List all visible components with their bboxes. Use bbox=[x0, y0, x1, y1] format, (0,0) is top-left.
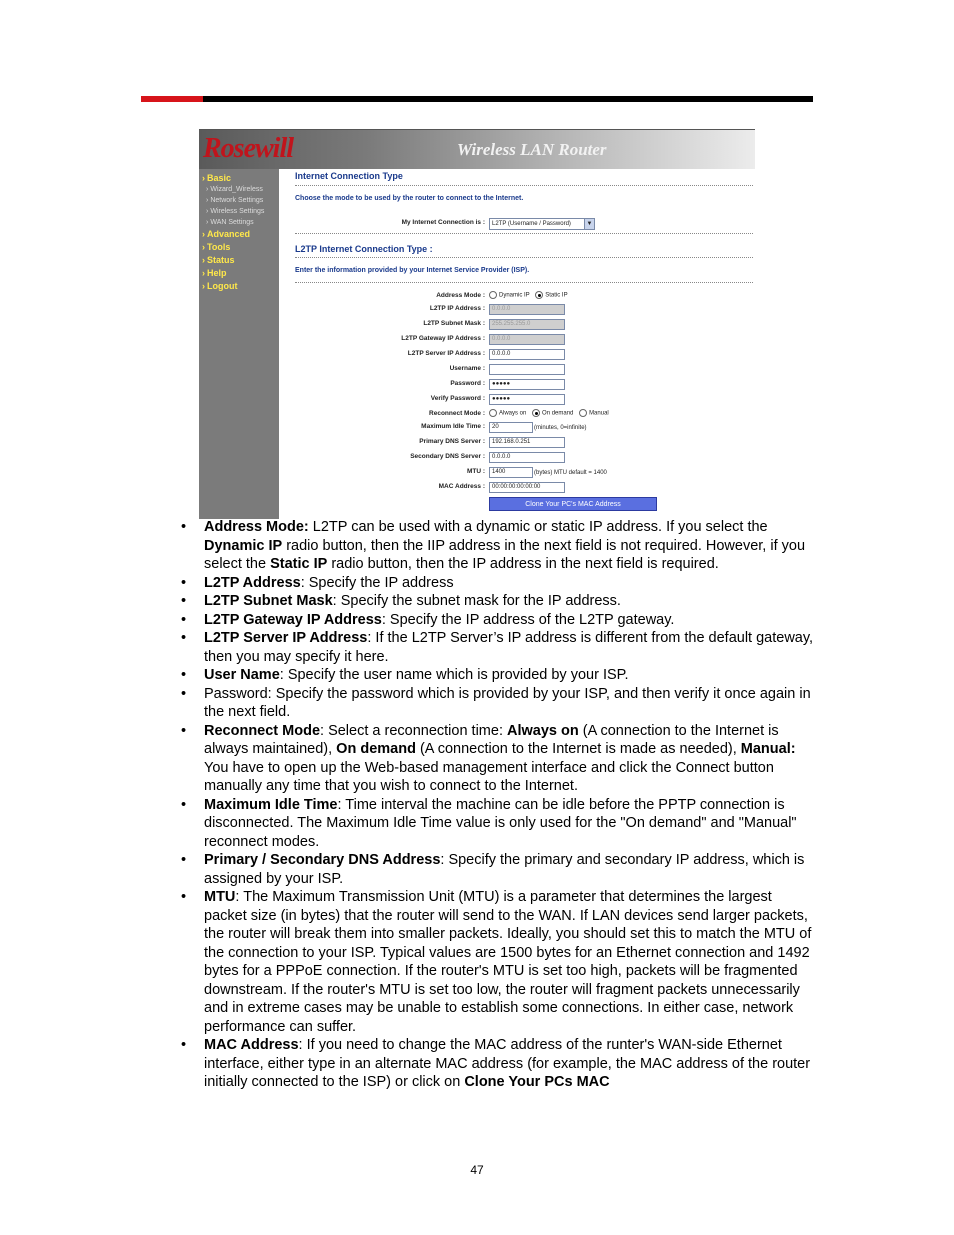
secondary-dns-label: Secondary DNS Server : bbox=[410, 453, 485, 460]
mac-address-label: MAC Address : bbox=[438, 483, 485, 490]
reconnect-mode-label: Reconnect Mode : bbox=[429, 410, 485, 417]
manual-label: Manual bbox=[589, 410, 609, 417]
bullet-term: Primary / Secondary DNS Address bbox=[204, 852, 441, 868]
idle-time-label: Maximum Idle Time : bbox=[421, 423, 485, 430]
bullet-text: : Time interval the machine can be idle before the PPTP connection is disconnected. The Maximum Idle Time value is only used for the "On demand" and "Manual" reconnect modes. bbox=[204, 796, 797, 850]
divider bbox=[295, 233, 753, 234]
router-banner bbox=[199, 130, 755, 169]
dynamic-ip-label: Dynamic IP bbox=[499, 292, 530, 299]
connection-type-value: L2TP (Username / Password) bbox=[492, 221, 571, 227]
l2tp-server-label: L2TP Server IP Address : bbox=[407, 350, 485, 357]
l2tp-gateway-label: L2TP Gateway IP Address : bbox=[401, 335, 485, 342]
sidebar-item-advanced[interactable]: › Advanced bbox=[202, 229, 250, 239]
bullet-text: L2TP can be used with a dynamic or static IP address. If you select the bbox=[308, 519, 768, 535]
header-rule-accent bbox=[141, 96, 203, 102]
dynamic-ip-radio[interactable] bbox=[489, 291, 497, 299]
l2tp-desc: Enter the information provided by your Internet Service Provider (ISP). bbox=[295, 267, 530, 274]
sidebar-item-wan-settings[interactable]: › WAN Settings bbox=[206, 219, 254, 226]
bullet-term: Dynamic IP bbox=[204, 537, 283, 554]
mtu-label: MTU : bbox=[466, 468, 485, 475]
secondary-dns-input[interactable]: 0.0.0.0 bbox=[489, 452, 565, 463]
bullet-text: : Specify the IP address bbox=[300, 574, 454, 591]
list-item bbox=[181, 722, 817, 796]
product-title: Wireless LAN Router bbox=[457, 140, 607, 159]
bullet-term: User Name bbox=[204, 667, 280, 683]
sidebar-item-wizard-wireless[interactable]: › Wizard_Wireless bbox=[206, 186, 263, 193]
bullet-term: On demand bbox=[336, 741, 416, 757]
password-input[interactable]: ●●●●● bbox=[489, 379, 565, 390]
address-mode-label: Address Mode : bbox=[436, 292, 485, 299]
list-item bbox=[181, 1036, 817, 1092]
form-content bbox=[279, 169, 755, 519]
verify-password-label: Verify Password : bbox=[430, 395, 485, 402]
list-item bbox=[181, 629, 817, 666]
sidebar-item-network-settings[interactable]: › Network Settings bbox=[206, 197, 263, 204]
sidebar-item-logout[interactable]: › Logout bbox=[202, 281, 238, 291]
bullet-text: : If the L2TP Server’s IP address is different from the default gateway, then you may specify it here. bbox=[204, 630, 814, 665]
manual-radio[interactable] bbox=[579, 409, 587, 417]
primary-dns-label: Primary DNS Server : bbox=[419, 438, 485, 445]
bullet-term: Static IP bbox=[270, 556, 328, 572]
page-number: 47 bbox=[470, 1163, 484, 1177]
l2tp-title: L2TP Internet Connection Type : bbox=[295, 244, 433, 254]
mac-address-input[interactable]: 00:00:00:00:00:00 bbox=[489, 482, 565, 493]
bullet-text: (A connection to the Internet is made as needed), bbox=[415, 741, 741, 757]
sidebar-item-wireless-settings[interactable]: › Wireless Settings bbox=[206, 208, 264, 215]
always-on-label: Always on bbox=[499, 410, 527, 417]
bullet-term: Manual: bbox=[740, 741, 796, 757]
l2tp-ip-input[interactable]: 0.0.0.0 bbox=[489, 304, 565, 315]
sidebar bbox=[199, 169, 279, 519]
list-item bbox=[181, 796, 817, 852]
on-demand-label: On demand bbox=[542, 410, 574, 417]
list-item bbox=[181, 888, 817, 1036]
bullet-text: Password: Specify the password which is provided by your ISP, and then verify it once again in the next field. bbox=[204, 685, 811, 720]
bullet-text: You have to open up the Web-based management interface and click the Connect button manually any time that you wish to connect to the Internet. bbox=[204, 759, 774, 794]
list-item bbox=[181, 666, 817, 685]
bullet-term: MTU bbox=[204, 889, 236, 905]
static-ip-radio[interactable] bbox=[535, 291, 543, 299]
bullet-text: : Specify the IP address of the L2TP gateway. bbox=[381, 611, 675, 628]
static-ip-label: Static IP bbox=[545, 292, 568, 299]
list-item bbox=[181, 611, 817, 630]
primary-dns-input[interactable]: 192.168.0.251 bbox=[489, 437, 565, 448]
always-on-radio[interactable] bbox=[489, 409, 497, 417]
l2tp-gateway-input[interactable]: 0.0.0.0 bbox=[489, 334, 565, 345]
bullet-term: L2TP Subnet Mask bbox=[204, 593, 333, 609]
idle-time-input[interactable]: 20 bbox=[489, 422, 533, 433]
conn-type-desc: Choose the mode to be used by the router to connect to the Internet. bbox=[295, 195, 524, 202]
bullet-text: : Select a reconnection time: bbox=[320, 722, 508, 739]
bullet-term: MAC Address bbox=[204, 1037, 299, 1053]
sidebar-item-help[interactable]: › Help bbox=[202, 268, 227, 278]
bullet-term: Reconnect Mode bbox=[204, 722, 321, 739]
sidebar-item-status[interactable]: › Status bbox=[202, 255, 235, 265]
list-item bbox=[181, 574, 817, 593]
l2tp-mask-label: L2TP Subnet Mask : bbox=[423, 320, 485, 327]
on-demand-radio[interactable] bbox=[532, 409, 540, 417]
bullet-text: : Specify the user name which is provided by your ISP. bbox=[279, 667, 629, 683]
mtu-input[interactable]: 1400 bbox=[489, 467, 533, 478]
divider bbox=[295, 185, 753, 186]
bullet-text: : If you need to change the MAC address of the runter's WAN-side Ethernet interface, either type in an alternate MAC address (for example, the MAC address of the router initially connected to the ISP) or click on bbox=[204, 1037, 811, 1090]
password-label: Password : bbox=[450, 380, 485, 387]
list-item bbox=[181, 592, 817, 611]
bullet-term: Clone Your PCs MAC bbox=[464, 1074, 610, 1090]
reconnect-mode-radios bbox=[485, 409, 609, 417]
bullet-text: radio button, then the IP address in the next field is required. bbox=[327, 556, 719, 572]
username-input[interactable] bbox=[489, 364, 565, 375]
bullet-term: Address Mode: bbox=[204, 519, 309, 535]
verify-password-input[interactable]: ●●●●● bbox=[489, 394, 565, 405]
list-item bbox=[181, 851, 817, 888]
router-screenshot bbox=[199, 129, 755, 519]
conn-label: My Internet Connection is : bbox=[401, 219, 485, 226]
bullet-list bbox=[181, 518, 817, 1092]
bullet-text: (A connection to the Internet is always maintained), bbox=[204, 722, 779, 757]
list-item bbox=[181, 685, 817, 722]
l2tp-ip-label: L2TP IP Address : bbox=[429, 305, 485, 312]
username-label: Username : bbox=[449, 365, 485, 372]
bullet-term: L2TP Address bbox=[204, 574, 301, 591]
bullet-text: : Specify the primary and secondary IP address, which is assigned by your ISP. bbox=[204, 852, 805, 887]
list-item bbox=[181, 518, 817, 574]
bullet-term: L2TP Server IP Address bbox=[204, 630, 368, 646]
header-rule bbox=[141, 96, 813, 102]
idle-time-note: (minutes, 0=infinite) bbox=[534, 425, 587, 431]
bullet-term: Maximum Idle Time bbox=[204, 796, 338, 813]
rosewill-logo: Rosewill bbox=[203, 133, 294, 164]
bullet-term: L2TP Gateway IP Address bbox=[204, 611, 382, 628]
conn-type-title: Internet Connection Type bbox=[295, 171, 403, 181]
l2tp-server-input[interactable]: 0.0.0.0 bbox=[489, 349, 565, 360]
mtu-note: (bytes) MTU default = 1400 bbox=[534, 470, 607, 476]
bullet-text: radio button, then the IIP address in the next field is not required. However, if you select the bbox=[204, 537, 806, 572]
address-mode-radios bbox=[485, 291, 568, 299]
sidebar-item-basic[interactable]: › Basic bbox=[202, 173, 231, 183]
bullet-text: : Specify the subnet mask for the IP address. bbox=[332, 593, 621, 609]
bullet-term: Always on bbox=[507, 722, 579, 739]
bullet-text: : The Maximum Transmission Unit (MTU) is a parameter that determines the largest packet size (in bytes) that the router will send to the WAN. If LAN devices send larger packets, the router will break them into smaller packets. Ideally, you should set this to match the MTU of the connection to your ISP. Typical values are 1500 bytes for an Ethernet connection and 1492 bytes for a PPPoE connection. If the router's MTU is set too high, packets will be fragmented downstream. If the router's MTU is set too low, the router will fragment packets unnecessarily and in extreme cases may be unable to establish some connections. In either case, network performance can suffer. bbox=[204, 889, 812, 1035]
chevron-down-icon: ▼ bbox=[584, 219, 594, 229]
divider bbox=[295, 257, 753, 258]
divider bbox=[295, 282, 753, 283]
l2tp-mask-input[interactable]: 255.255.255.0 bbox=[489, 319, 565, 330]
clone-mac-button[interactable]: Clone Your PC's MAC Address bbox=[489, 497, 657, 511]
sidebar-item-tools[interactable]: › Tools bbox=[202, 242, 230, 252]
connection-type-select[interactable] bbox=[489, 218, 595, 230]
